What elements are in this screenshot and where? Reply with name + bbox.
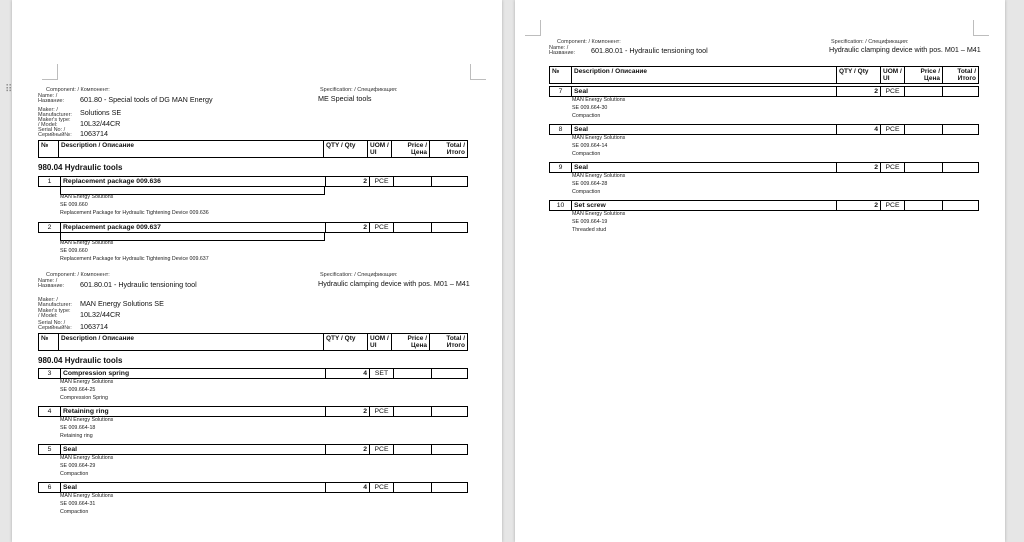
model-value: 10L32/44CR bbox=[80, 119, 121, 128]
list-item: MAN Energy Solutions bbox=[60, 379, 114, 385]
col-desc: Description / Описание bbox=[59, 141, 324, 157]
name-label: Name: / Название: bbox=[549, 45, 576, 56]
name-label: Name: / Название: bbox=[38, 278, 65, 289]
table-row: 5 Seal 2 PCE bbox=[38, 444, 468, 455]
table-row: 6 Seal 4 PCE bbox=[38, 482, 468, 493]
table-header bbox=[38, 140, 468, 158]
list-item: Compaction bbox=[572, 113, 601, 119]
table-row: 1 Replacement package 009.636 2 PCE bbox=[38, 176, 468, 187]
list-item: SE 009.664-30 bbox=[572, 105, 608, 111]
list-item: SE 009.664-29 bbox=[60, 463, 96, 469]
document-page-2 bbox=[515, 0, 1005, 542]
section-title: 980.04 Hydraulic tools bbox=[38, 163, 123, 172]
component-name: 601.80 - Special tools of DG MAN Energy bbox=[80, 95, 213, 104]
component-label: Component: / Компонент: bbox=[46, 87, 110, 93]
specification-value: Hydraulic clamping device with pos. M01 – M41 bbox=[829, 45, 981, 54]
table-header: № Description / Описание QTY / Qty UOM / UI Price / Цена Total / Итого bbox=[38, 333, 468, 351]
serial-value: 1063714 bbox=[80, 129, 108, 138]
specification-value: Hydraulic clamping device with pos. M01 – M41 bbox=[318, 279, 470, 288]
list-item: MAN Energy Solutions bbox=[60, 417, 114, 423]
manufacturer-value: MAN Energy Solutions SE bbox=[80, 299, 164, 308]
list-item: Compaction bbox=[572, 151, 601, 157]
crop-mark bbox=[525, 20, 541, 36]
serial-label: Serial No: / Серийный№: bbox=[38, 127, 72, 138]
table-row: 7 Seal 2 PCE bbox=[549, 86, 979, 97]
component-label: Component: / Компонент: bbox=[557, 39, 621, 45]
specification-label: Specification: / Спецификация: bbox=[831, 39, 909, 45]
list-item: Replacement Package for Hydraulic Tightening Device 009.637 bbox=[60, 256, 209, 262]
model-label: Maker's type: / Model: bbox=[38, 117, 71, 128]
table-row: 3 Compression spring 4 SET bbox=[38, 368, 468, 379]
list-item: MAN Energy Solutions bbox=[60, 194, 114, 200]
serial-label: Serial No: / Серийный№: bbox=[38, 320, 72, 331]
move-handle-icon[interactable]: ⠿ bbox=[5, 84, 13, 95]
table-row: 9 Seal 2 PCE bbox=[549, 162, 979, 173]
list-item: Replacement Package for Hydraulic Tightening Device 009.636 bbox=[60, 210, 209, 216]
list-item: MAN Energy Solutions bbox=[572, 135, 626, 141]
crop-mark bbox=[973, 20, 989, 36]
table-row: 8 Seal 4 PCE bbox=[549, 124, 979, 135]
manufacturer-label: Maker: / Manufacturer: bbox=[38, 297, 72, 308]
specification-label: Specification: / Спецификация: bbox=[320, 87, 398, 93]
list-item: MAN Energy Solutions bbox=[572, 211, 626, 217]
list-item: Compaction bbox=[572, 189, 601, 195]
list-item: SE 009.660 bbox=[60, 248, 88, 254]
list-item: Retaining ring bbox=[60, 433, 93, 439]
list-item: SE 009.664-19 bbox=[572, 219, 608, 225]
col-price: Price / Цена bbox=[392, 141, 430, 157]
list-item: SE 009.664-18 bbox=[60, 425, 96, 431]
crop-mark bbox=[470, 64, 486, 80]
specification-label: Specification: / Спецификация: bbox=[320, 272, 398, 278]
section-title: 980.04 Hydraulic tools bbox=[38, 356, 123, 365]
list-item: SE 009.660 bbox=[60, 202, 88, 208]
serial-value: 1063714 bbox=[80, 322, 108, 331]
table-row: 10 Set screw 2 PCE bbox=[549, 200, 979, 211]
list-item: SE 009.664-25 bbox=[60, 387, 96, 393]
crop-mark bbox=[42, 64, 58, 80]
list-item: MAN Energy Solutions bbox=[60, 455, 114, 461]
list-item: MAN Energy Solutions bbox=[572, 173, 626, 179]
list-item: MAN Energy Solutions bbox=[60, 240, 114, 246]
list-item: SE 009.664-31 bbox=[60, 501, 96, 507]
manufacturer-label: Maker: / Manufacturer: bbox=[38, 107, 72, 118]
name-label: Name: / Название: bbox=[38, 93, 65, 104]
component-name: 601.80.01 - Hydraulic tensioning tool bbox=[591, 46, 708, 55]
list-item: MAN Energy Solutions bbox=[60, 493, 114, 499]
table-row: 4 Retaining ring 2 PCE bbox=[38, 406, 468, 417]
specification-value: ME Special tools bbox=[318, 94, 372, 103]
list-item: Threaded stud bbox=[572, 227, 607, 233]
col-total: Total / Итого bbox=[446, 142, 465, 156]
list-item: SE 009.664-28 bbox=[572, 181, 608, 187]
model-value: 10L32/44CR bbox=[80, 310, 121, 319]
component-name: 601.80.01 - Hydraulic tensioning tool bbox=[80, 280, 197, 289]
component-label: Component: / Компонент: bbox=[46, 272, 110, 278]
manufacturer-value: Solutions SE bbox=[80, 108, 122, 117]
list-item: Compaction bbox=[60, 509, 89, 515]
col-uom: UOM / UI bbox=[368, 141, 392, 157]
table-header: № Description / Описание QTY / Qty UOM / UI Price / Цена Total / Итого bbox=[549, 66, 979, 84]
model-label: Maker's type: / Model: bbox=[38, 308, 71, 319]
list-item: Compression Spring bbox=[60, 395, 108, 401]
document-page-1 bbox=[12, 0, 502, 542]
col-no: № bbox=[39, 141, 59, 157]
list-item: Compaction bbox=[60, 471, 89, 477]
list-item: SE 009.664-14 bbox=[572, 143, 608, 149]
list-item: MAN Energy Solutions bbox=[572, 97, 626, 103]
table-row: 2 Replacement package 009.637 2 PCE bbox=[38, 222, 468, 233]
col-qty: QTY / Qty bbox=[324, 141, 368, 157]
